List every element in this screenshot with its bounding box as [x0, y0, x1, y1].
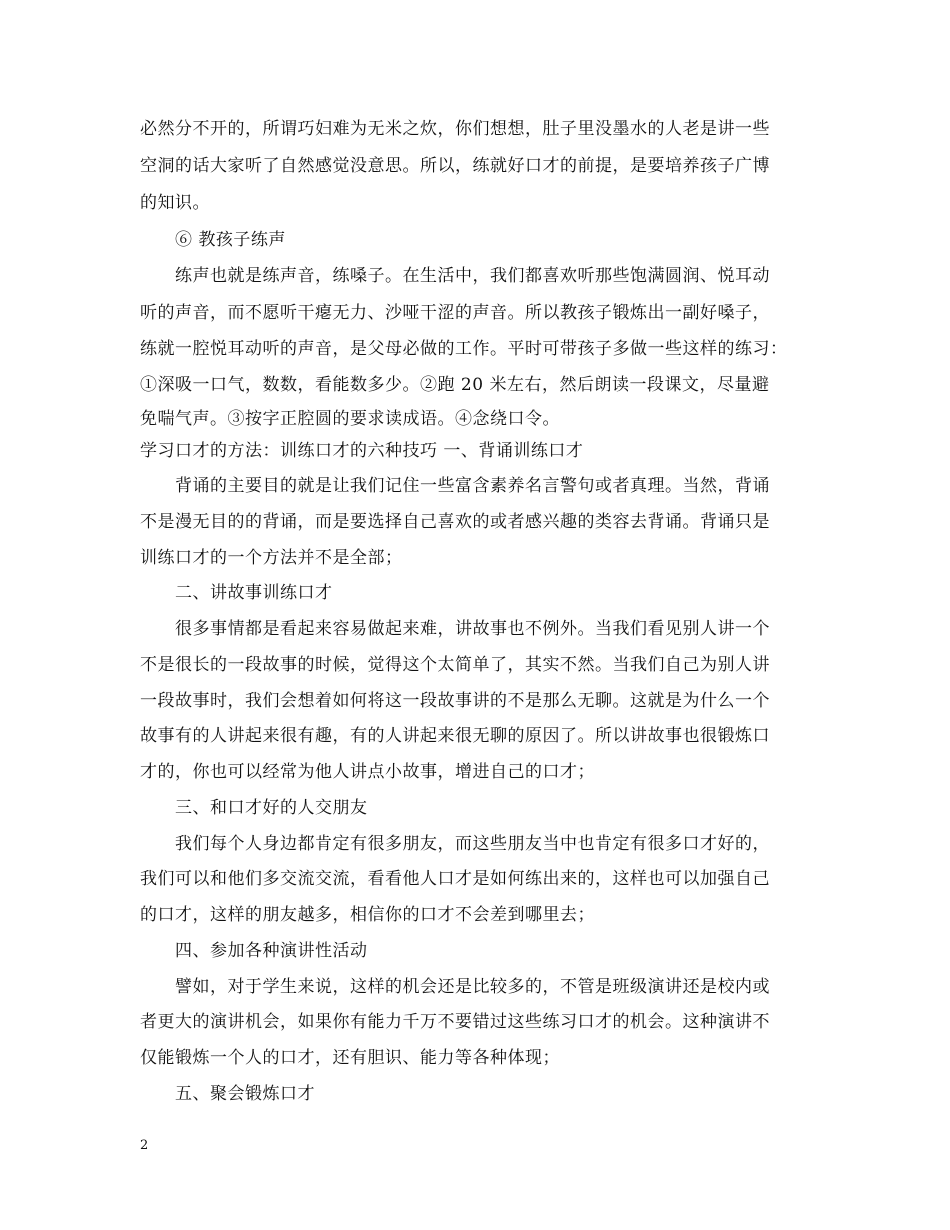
text-line: 很多事情都是看起来容易做起来难，讲故事也不例外。当我们看见别人讲一个 [175, 619, 770, 639]
text-line: 故事有的人讲起来很有趣，有的人讲起来很无聊的原因了。所以讲故事也很锻炼口 [140, 726, 770, 746]
section-heading: ⑥ 教孩子练声 [175, 230, 286, 250]
text-line: 譬如，对于学生来说，这样的机会还是比较多的，不管是班级演讲还是校内或 [175, 977, 770, 997]
text-line: 练声也就是练声音，练嗓子。在生活中，我们都喜欢听那些饱满圆润、悦耳动 [175, 266, 770, 286]
text-line: 练就一腔悦耳动听的声音，是父母必做的工作。平时可带孩子多做一些这样的练习： [140, 339, 788, 359]
article-title-line: 学习口才的方法：训练口才的六种技巧 一、背诵训练口才 [140, 441, 584, 461]
text-line: 者更大的演讲机会，如果你有能力千万不要错过这些练习口才的机会。这种演讲不 [140, 1012, 770, 1032]
section-heading: 二、讲故事训练口才 [175, 583, 333, 603]
text-line: 空洞的话大家听了自然感觉没意思。所以，练就好口才的前提，是要培养孩子广博 [140, 156, 770, 176]
text-line: 背诵的主要目的就是让我们记住一些富含素养名言警句或者真理。当然，背诵 [175, 476, 770, 496]
text-line: 我们可以和他们多交流交流，看看他人口才是如何练出来的，这样也可以加强自己 [140, 869, 770, 889]
text-line: 训练口才的一个方法并不是全部； [140, 548, 403, 568]
text-line: 不是漫无目的的背诵，而是要选择自己喜欢的或者感兴趣的类容去背诵。背诵只是 [140, 512, 770, 532]
text-line: 的知识。 [140, 193, 210, 213]
page-number: 2 [140, 1138, 149, 1153]
text-line: 必然分不开的，所谓巧妇难为无米之炊，你们想想，肚子里没墨水的人老是讲一些 [140, 119, 770, 139]
text-line: 我们每个人身边都肯定有很多朋友，而这些朋友当中也肯定有很多口才好的， [175, 834, 770, 854]
text-line: 才的，你也可以经常为他人讲点小故事，增进自己的口才； [140, 762, 595, 782]
text-line: 仅能锻炼一个人的口才，还有胆识、能力等各种体现； [140, 1048, 560, 1068]
text-line: 的口才，这样的朋友越多，相信你的口才不会差到哪里去； [140, 905, 595, 925]
text-line: 不是很长的一段故事的时候，觉得这个太简单了，其实不然。当我们自己为别人讲 [140, 655, 770, 675]
section-heading: 三、和口才好的人交朋友 [175, 798, 368, 818]
text-line: 免喘气声。③按字正腔圆的要求读成语。④念绕口令。 [140, 409, 560, 429]
text-line: ①深吸一口气，数数，看能数多少。②跑 20 米左右，然后朗读一段课文，尽量避 [140, 375, 770, 395]
text-line: 一段故事时，我们会想着如何将这一段故事讲的不是那么无聊。这就是为什么一个 [140, 691, 770, 711]
section-heading: 四、参加各种演讲性活动 [175, 941, 368, 961]
section-heading: 五、聚会锻炼口才 [175, 1084, 315, 1104]
text-line: 听的声音，而不愿听干瘪无力、沙哑干涩的声音。所以教孩子锻炼出一副好嗓子， [140, 303, 770, 323]
